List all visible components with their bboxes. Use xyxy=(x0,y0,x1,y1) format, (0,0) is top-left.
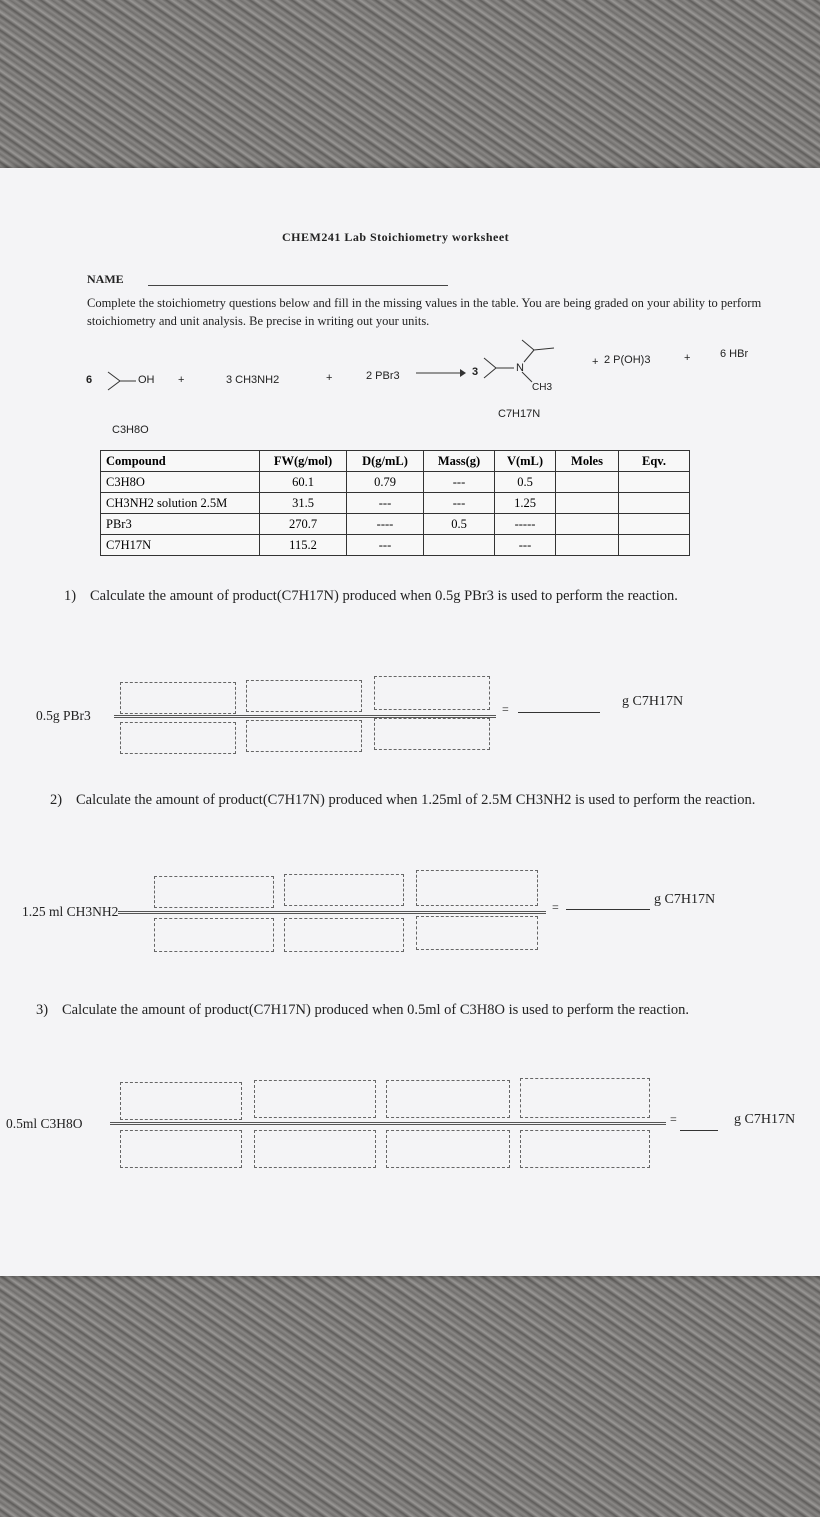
q1-start-label: 0.5g PBr3 xyxy=(36,708,91,723)
product-nitrogen: N xyxy=(516,362,524,374)
table-input-cell[interactable] xyxy=(619,472,690,493)
q3-denominator-box-2[interactable] xyxy=(254,1130,376,1168)
q2-numerator-box-3[interactable] xyxy=(416,870,538,906)
table-cell: ----- xyxy=(495,514,556,535)
table-cell: PBr3 xyxy=(101,514,260,535)
coef-alcohol: 6 xyxy=(86,374,93,386)
table-cell: --- xyxy=(495,535,556,556)
instructions: Complete the stoichiometry questions below and fill in the missing values in the table. You are being graded on your ability to perform stoichiometry and unit analysis. Be precise in writing out your units. xyxy=(87,296,762,328)
name-label: NAME xyxy=(87,272,124,286)
question-2-text: Calculate the amount of product(C7H17N) produced when 1.25ml of 2.5M CH3NH2 is used to perform the reaction. xyxy=(76,792,756,808)
name-field[interactable] xyxy=(148,285,448,286)
table-cell: 270.7 xyxy=(260,514,347,535)
coef-product: 3 xyxy=(472,366,479,378)
table-cell: 1.25 xyxy=(495,493,556,514)
q1-denominator-box-2[interactable] xyxy=(246,720,362,752)
table-input-cell[interactable] xyxy=(619,514,690,535)
q2-fraction-bar xyxy=(118,911,546,914)
table-cell: 31.5 xyxy=(260,493,347,514)
question-1-text: Calculate the amount of product(C7H17N) produced when 0.5g PBr3 is used to perform the reaction. xyxy=(90,588,678,604)
product-methyl: CH3 xyxy=(532,382,553,393)
q3-denominator-box-4[interactable] xyxy=(520,1130,650,1168)
q3-denominator-box-3[interactable] xyxy=(386,1130,510,1168)
q1-denominator-box-3[interactable] xyxy=(374,718,490,750)
plus-sign: + xyxy=(178,374,185,386)
column-header: V(mL) xyxy=(495,451,556,472)
hydrogen-bromide: 6 HBr xyxy=(720,348,749,360)
table-cell: --- xyxy=(424,472,495,493)
q1-numerator-box-3[interactable] xyxy=(374,676,490,710)
q2-denominator-box-3[interactable] xyxy=(416,916,538,950)
reaction-arrow xyxy=(416,368,466,378)
q3-denominator-box-1[interactable] xyxy=(120,1130,242,1168)
worksheet-paper xyxy=(0,168,820,1276)
table-cell: CH3NH2 solution 2.5M xyxy=(101,493,260,514)
table-row xyxy=(101,535,690,556)
column-header: Eqv. xyxy=(619,451,690,472)
question-2-number: 2) xyxy=(50,792,63,808)
table-header-row xyxy=(101,451,690,472)
q2-start-label: 1.25 ml CH3NH2 xyxy=(22,904,119,919)
q3-answer-field[interactable] xyxy=(680,1130,718,1131)
q3-start-label: 0.5ml C3H8O xyxy=(6,1116,83,1131)
stoichiometry-table xyxy=(100,450,690,556)
table-input-cell[interactable] xyxy=(619,493,690,514)
phosphorous-acid: 2 P(OH)3 xyxy=(604,354,651,366)
table-input-cell[interactable] xyxy=(619,535,690,556)
plus-sign: + xyxy=(684,352,691,364)
table-input-cell[interactable] xyxy=(556,472,619,493)
table-cell: --- xyxy=(347,535,424,556)
question-3-number: 3) xyxy=(36,1002,49,1018)
q3-unit: g C7H17N xyxy=(734,1112,796,1127)
q1-numerator-box-1[interactable] xyxy=(120,682,236,714)
table-cell: --- xyxy=(424,493,495,514)
q1-denominator-box-1[interactable] xyxy=(120,722,236,754)
table-input-cell[interactable] xyxy=(556,535,619,556)
q1-unit: g C7H17N xyxy=(622,694,684,709)
table-input-cell[interactable] xyxy=(556,493,619,514)
q1-numerator-box-2[interactable] xyxy=(246,680,362,712)
q1-equals: = xyxy=(502,702,509,716)
q1-answer-field[interactable] xyxy=(518,712,600,713)
column-header: D(g/mL) xyxy=(347,451,424,472)
worksheet-title: CHEM241 Lab Stoichiometry worksheet xyxy=(282,230,510,244)
table-cell: 0.79 xyxy=(347,472,424,493)
q2-denominator-box-2[interactable] xyxy=(284,918,404,952)
isopropanol-structure xyxy=(108,368,138,392)
table-cell: --- xyxy=(347,493,424,514)
q3-numerator-box-3[interactable] xyxy=(386,1080,510,1118)
table-cell: 0.5 xyxy=(495,472,556,493)
q3-equals: = xyxy=(670,1112,677,1126)
q2-denominator-box-1[interactable] xyxy=(154,918,274,952)
plus-sign: + xyxy=(326,372,333,384)
table-cell: 60.1 xyxy=(260,472,347,493)
q3-numerator-box-2[interactable] xyxy=(254,1080,376,1118)
alcohol-oh: OH xyxy=(138,374,155,386)
q3-fraction-bar xyxy=(110,1122,666,1125)
table-input-cell[interactable] xyxy=(424,535,495,556)
column-header: FW(g/mol) xyxy=(260,451,347,472)
table-cell: C7H17N xyxy=(101,535,260,556)
plus-sign: + xyxy=(592,356,599,368)
q3-numerator-box-1[interactable] xyxy=(120,1082,242,1120)
table-row xyxy=(101,472,690,493)
alcohol-formula: C3H8O xyxy=(112,424,149,436)
q2-equals: = xyxy=(552,900,559,914)
question-3-text: Calculate the amount of product(C7H17N) produced when 0.5ml of C3H8O is used to perform the reaction. xyxy=(62,1002,689,1018)
q2-unit: g C7H17N xyxy=(654,892,716,907)
table-row xyxy=(101,514,690,535)
pbr3-reagent: 2 PBr3 xyxy=(366,370,400,382)
question-1-number: 1) xyxy=(64,588,77,604)
column-header: Compound xyxy=(101,451,260,472)
table-cell: 0.5 xyxy=(424,514,495,535)
q2-numerator-box-1[interactable] xyxy=(154,876,274,908)
table-row xyxy=(101,493,690,514)
column-header: Mass(g) xyxy=(424,451,495,472)
q2-numerator-box-2[interactable] xyxy=(284,874,404,906)
q2-answer-field[interactable] xyxy=(566,909,650,910)
table-cell: ---- xyxy=(347,514,424,535)
table-cell: 115.2 xyxy=(260,535,347,556)
column-header: Moles xyxy=(556,451,619,472)
table-cell: C3H8O xyxy=(101,472,260,493)
table-input-cell[interactable] xyxy=(556,514,619,535)
methylamine: 3 CH3NH2 xyxy=(226,374,280,386)
q3-numerator-box-4[interactable] xyxy=(520,1078,650,1118)
product-formula: C7H17N xyxy=(498,408,541,420)
